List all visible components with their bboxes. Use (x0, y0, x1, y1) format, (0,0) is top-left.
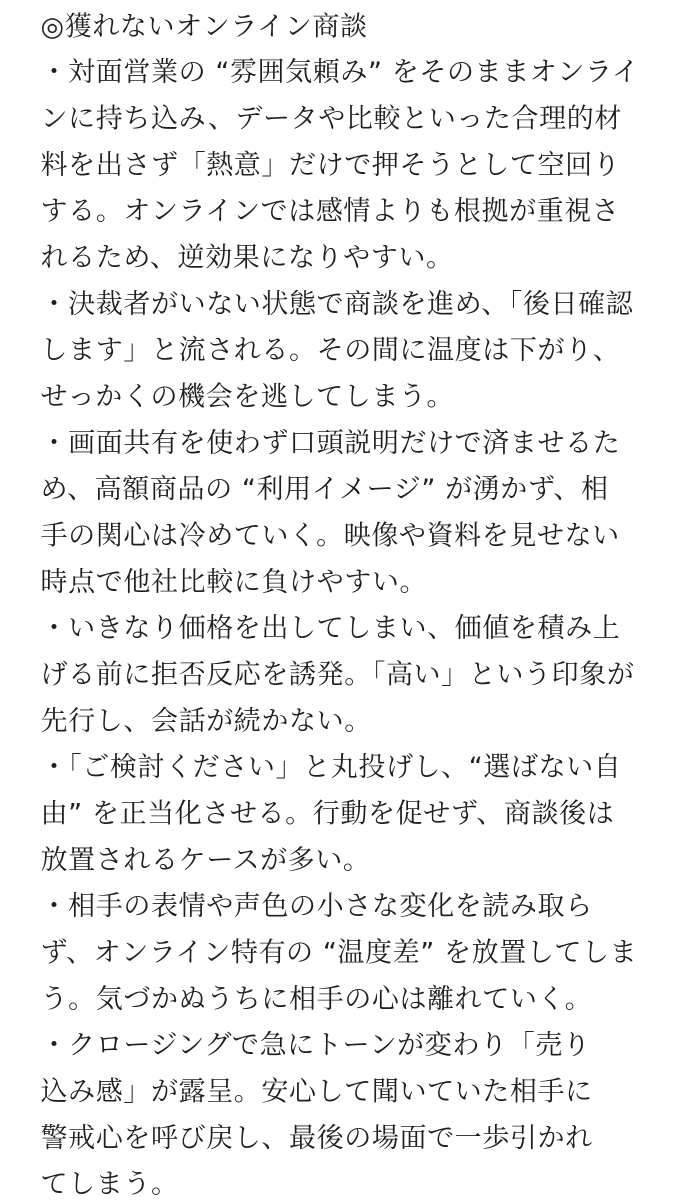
text-line: げる前に拒否反応を誘発。「高い」という印象が (40, 658, 635, 691)
text-line: ・対面営業の “雰囲気頼み” をそのままオンライ (40, 55, 640, 88)
text-line: 時点で他社比較に負けやすい。 (40, 565, 428, 598)
text-line: する。オンラインでは感情よりも根拠が重視さ (40, 195, 620, 227)
text-line: てしまう。 (40, 1168, 179, 1200)
text-line: 手の関心は冷めていく。映像や資料を見せない (40, 519, 620, 552)
text-line: 先行し、会話が続かない。 (40, 704, 372, 737)
text-line: ・決裁者がいない状態で商談を進め、「後日確認 (40, 287, 634, 320)
text-line: ンに持ち込み、データや比較といった合理的材 (40, 102, 622, 135)
text-line: ・いきなり価格を出してしまい、価値を積み上 (40, 612, 621, 644)
text-line: 料を出さず「熱意」だけで押そうとして空回り (40, 148, 621, 181)
text-line: 込み感」が露呈。安心して聞いていた相手に (40, 1075, 593, 1108)
text-line: せっかくの機会を逃してしまう。 (40, 380, 455, 413)
text-line: 警戒心を呼び戻し、最後の場面で一歩引かれ (40, 1121, 593, 1154)
text-line: う。気づかぬうちに相手の心は離れていく。 (40, 982, 593, 1015)
text-line: します」と流される。その間に温度は下がり、 (40, 334, 621, 366)
text-line: ず、オンライン特有の “温度差” を放置してしま (40, 936, 638, 969)
document-heading: ◎獲れないオンライン商談 (40, 10, 368, 43)
text-line: ・画面共有を使わず口頭説明だけで済ませるた (40, 426, 621, 459)
text-line: れるため、逆効果になりやすい。 (40, 241, 454, 274)
text-line: ・相手の表情や声色の小さな変化を読み取ら (40, 890, 593, 922)
text-line: ・「ご検討ください」と丸投げし、“選ばない自 (40, 751, 622, 783)
text-line: め、高額商品の “利用イメージ” が湧かず、相 (40, 473, 609, 505)
text-line: 由” を正当化させる。行動を促せず、商談後は (40, 797, 615, 830)
text-line: 放置されるケースが多い。 (40, 843, 371, 876)
text-line: ・クロージングで急にトーンが変わり「売り (40, 1029, 591, 1061)
